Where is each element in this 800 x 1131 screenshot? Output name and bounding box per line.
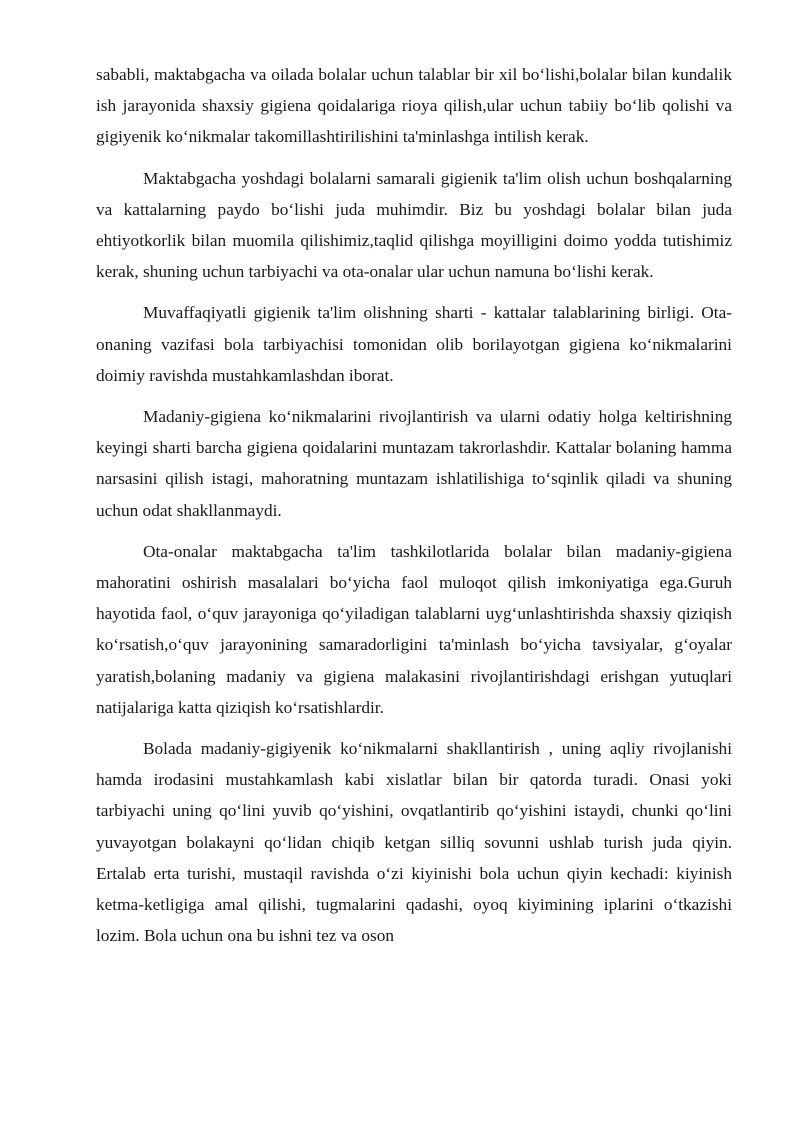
paragraph: Ota-onalar maktabgacha ta'lim tashkilotlarida bolalar bilan madaniy-gigiena mahoratini oshirish masalalari bo‘yicha faol muloqot qilish imkoniyatiga ega.Guruh hayotida faol, o‘quv jarayoniga qo‘yiladigan talablarni uyg‘unlashtirishda shaxsiy qiziqish ko‘rsatish,o‘quv jarayonining samaradorligini ta'minlash bo‘yicha tavsiyalar, g‘oyalar yaratish,bolaning madaniy va gigiena malakasini rivojlantirishdagi erishgan yutuqlari natijalariga katta qiziqish ko‘rsatishlardir. [96,541,732,717]
paragraph: Maktabgacha yoshdagi bolalarni samarali gigienik ta'lim olish uchun boshqalarning va kattalarning paydo bo‘lishi juda muhimdir. Biz bu yoshdagi bolalar bilan juda ehtiyotkorlik bilan muomila qilishimiz,taqlid qilishga moyilligini doimo yodda tutishimiz kerak, shuning uchun tarbiyachi va ota-onalar ular uchun namuna bo‘lishi kerak. [96,168,732,282]
document-page [96,59,732,961]
paragraph: Muvaffaqiyatli gigienik ta'lim olishning sharti - kattalar talablarining birligi. Ota-onaning vazifasi bola tarbiyachisi tomonidan olib borilayotgan gigiena ko‘nikmalarini doimiy ravishda mustahkamlashdan iborat. [96,303,732,385]
paragraph-continued: sababli, maktabgacha va oilada bolalar uchun talablar bir xil bo‘lishi,bolalar bilan kundalik ish jarayonida shaxsiy gigiena qoidalariga rioya qilish,ular uchun tabiiy bo‘lib qolishi va gigiyenik ko‘nikmalar takomillashtirilishini ta'minlashga intilish kerak. [96,65,732,147]
paragraph: Bolada madaniy-gigiyenik ko‘nikmalarni shakllantirish , uning aqliy rivojlanishi hamda irodasini mustahkamlash kabi xislatlar bilan bir qatorda turadi. Onasi yoki tarbiyachi uning qo‘lini yuvib qo‘yishini, ovqatlantirib qo‘yishini istaydi, chunki qo‘lini yuvayotgan bolakayni qo‘lidan chiqib ketgan silliq sovunni ushlab turish juda qiyin. Ertalab erta turishi, mustaqil ravishda o‘zi kiyinishi bola uchun qiyin kechadi: kiyinish ketma-ketligiga amal qilishi, tugmalarini qadashi, oyoq kiyimining iplarini o‘tkazishi lozim. Bola uchun ona bu ishni tez va oson [96,739,732,946]
paragraph: Madaniy-gigiena ko‘nikmalarini rivojlantirish va ularni odatiy holga keltirishning keyingi sharti barcha gigiena qoidalarini muntazam takrorlashdir. Kattalar bolaning hamma narsasini qilish istagi, mahoratning muntazam ishlatilishiga to‘sqinlik qiladi va shuning uchun odat shakllanmaydi. [96,407,732,520]
